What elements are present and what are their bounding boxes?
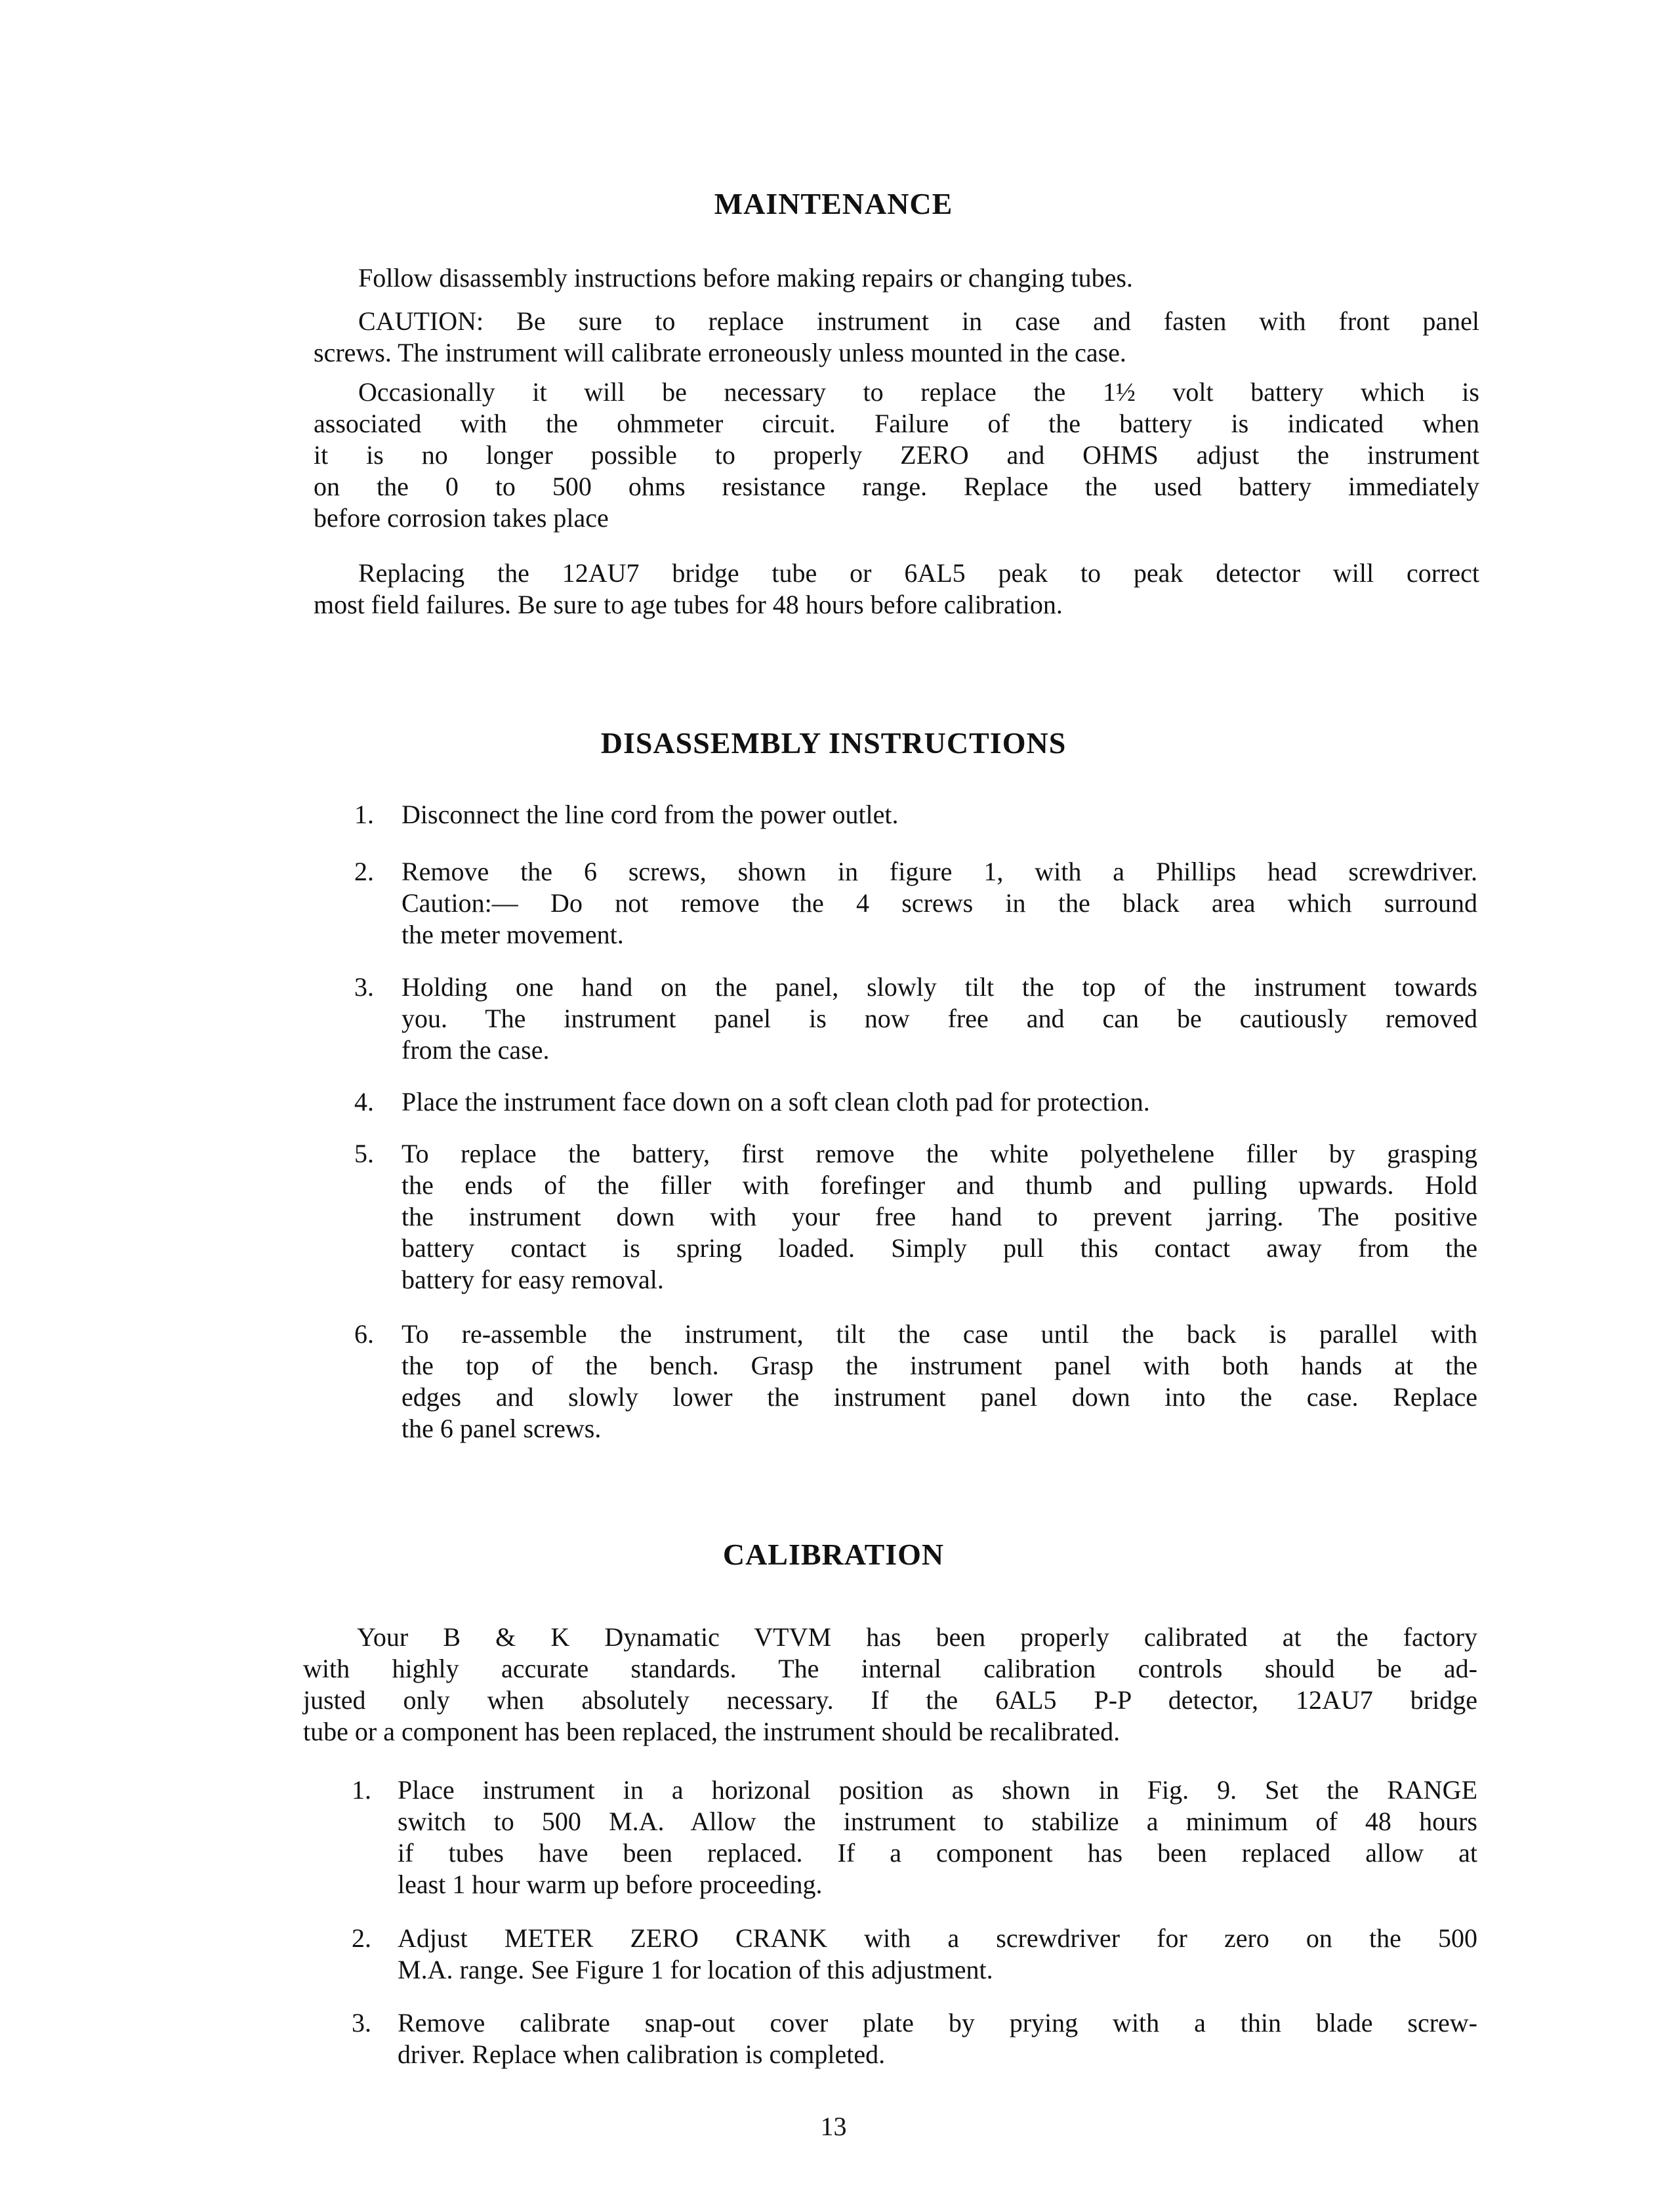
text-line: battery contact is spring loaded. Simply pull this contact away from the (401, 1233, 1477, 1263)
text-line: if tubes have been replaced. If a component has been replaced allow at (398, 1838, 1477, 1868)
text-line: Adjust METER ZERO CRANK with a screwdriver for zero on the 500 (398, 1923, 1477, 1953)
maintenance-paragraph (314, 558, 1479, 621)
list-number: 4. (354, 1087, 374, 1116)
maintenance-heading: MAINTENANCE (714, 187, 953, 220)
maintenance-paragraph (314, 306, 1479, 369)
text-line: most field failures. Be sure to age tubes for 48 hours before calibration. (314, 590, 1063, 619)
list-number: 3. (354, 972, 374, 1002)
list-number: 2. (352, 1923, 371, 1953)
text-line: on the 0 to 500 ohms resistance range. Replace the used battery immediately (314, 472, 1479, 501)
text-line: Remove calibrate snap-out cover plate by prying with a thin blade screw- (398, 2008, 1477, 2038)
maintenance-paragraph (314, 262, 1479, 294)
text-line: the top of the bench. Grasp the instrument panel with both hands at the (401, 1351, 1477, 1380)
text-line: you. The instrument panel is now free and can be cautiously removed (401, 1004, 1477, 1033)
disassembly-step-text (401, 1138, 1477, 1296)
text-line: the 6 panel screws. (401, 1414, 602, 1443)
text-line: Place the instrument face down on a soft clean cloth pad for protection. (401, 1087, 1150, 1116)
calibration-paragraph (303, 1622, 1477, 1748)
text-line: To re-assemble the instrument, tilt the case until the back is parallel with (401, 1319, 1477, 1349)
calibration-step-text (398, 1774, 1477, 1900)
text-line: driver. Replace when calibration is completed. (398, 2039, 886, 2069)
text-line: before corrosion takes place (314, 503, 609, 533)
disassembly-step-text (401, 1086, 1477, 1118)
disassembly-step-text (401, 856, 1477, 951)
text-line: Caution:— Do not remove the 4 screws in the black area which surround (401, 888, 1477, 918)
list-number: 1. (352, 1775, 371, 1805)
list-number: 3. (352, 2008, 371, 2038)
disassembly-step-text (401, 1319, 1477, 1444)
disassembly-heading: DISASSEMBLY INSTRUCTIONS (600, 726, 1067, 760)
calibration-step-text (398, 1923, 1477, 1986)
maintenance-paragraph (314, 377, 1479, 534)
text-line: the instrument down with your free hand to prevent jarring. The positive (401, 1202, 1477, 1231)
text-line: it is no longer possible to properly ZERO and OHMS adjust the instrument (314, 440, 1479, 470)
text-line: edges and slowly lower the instrument panel down into the case. Replace (401, 1382, 1477, 1412)
calibration-step-text (398, 2007, 1477, 2070)
disassembly-step-text (401, 972, 1477, 1066)
text-line: Your B & K Dynamatic VTVM has been properly calibrated at the factory (357, 1622, 1477, 1652)
text-line: from the case. (401, 1035, 550, 1065)
text-line: screws. The instrument will calibrate erroneously unless mounted in the case. (314, 338, 1126, 367)
disassembly-step-text (401, 799, 1477, 830)
text-line: Holding one hand on the panel, slowly tilt the top of the instrument towards (401, 972, 1477, 1002)
text-line: Follow disassembly instructions before making repairs or changing tubes. (358, 263, 1133, 293)
text-line: CAUTION: Be sure to replace instrument in case and fasten with front panel (358, 306, 1479, 336)
list-number: 2. (354, 857, 374, 886)
text-line: least 1 hour warm up before proceeding. (398, 1870, 823, 1899)
list-number: 6. (354, 1319, 374, 1349)
text-line: tube or a component has been replaced, the instrument should be recalibrated. (303, 1717, 1121, 1746)
list-number: 1. (354, 800, 374, 829)
list-number: 5. (354, 1139, 374, 1168)
text-line: M.A. range. See Figure 1 for location of this adjustment. (398, 1955, 993, 1984)
text-line: justed only when absolutely necessary. If the 6AL5 P-P detector, 12AU7 bridge (303, 1685, 1477, 1715)
text-line: associated with the ohmmeter circuit. Failure of the battery is indicated when (314, 409, 1479, 438)
text-line: Replacing the 12AU7 bridge tube or 6AL5 peak to peak detector will correct (358, 558, 1479, 588)
text-line: battery for easy removal. (401, 1265, 664, 1294)
page-number: 13 (820, 2112, 847, 2141)
text-line: the ends of the filler with forefinger and thumb and pulling upwards. Hold (401, 1170, 1477, 1200)
text-line: switch to 500 M.A. Allow the instrument to stabilize a minimum of 48 hours (398, 1807, 1477, 1836)
text-line: Disconnect the line cord from the power outlet. (401, 800, 899, 829)
text-line: To replace the battery, first remove the white polyethelene filler by grasping (401, 1139, 1477, 1168)
text-line: Place instrument in a horizonal position as shown in Fig. 9. Set the RANGE (398, 1775, 1477, 1805)
calibration-heading: CALIBRATION (722, 1538, 945, 1571)
text-line: Remove the 6 screws, shown in figure 1, with a Phillips head screwdriver. (401, 857, 1477, 886)
text-line: Occasionally it will be necessary to replace the 1½ volt battery which is (358, 377, 1479, 407)
text-line: with highly accurate standards. The internal calibration controls should be ad- (303, 1654, 1477, 1683)
text-line: the meter movement. (401, 920, 624, 949)
